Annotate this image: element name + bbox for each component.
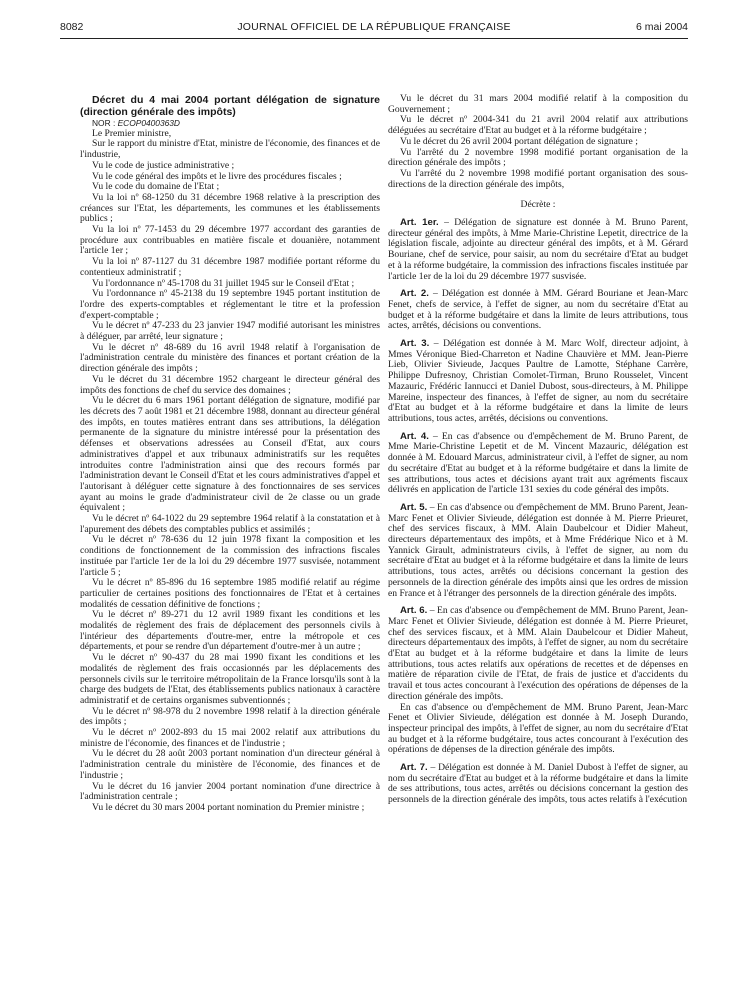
- visa-paragraph: Vu l'arrêté du 2 novembre 1998 modifié portant organisation de la direction générale des impôts ;: [388, 146, 688, 169]
- article-2: [388, 289, 688, 332]
- visa-paragraph: Vu le code du domaine de l'Etat ;: [92, 181, 220, 193]
- article-text: – En cas d'absence ou d'empêchement de MM. Bruno Parent, Jean-Marc Fenet et Olivier Sivieude, délégation est donnée à M. Pierre Prieuret, chef des services fiscaux, et à MM. Alain Daubelcour et Didier Maheut, directeurs départementaux des impôts, à l'effet de signer, au nom du secrétaire d'Etat au budget et à la réforme budgétaire et dans la limite de leurs attributions, tous actes relatifs aux opérations de recettes et de dépenses en matière de réparation civile de l'Etat, de frais de justice et d'accidents du travail et tous actes concourant à l'exécution des opérations de dépenses de la direction générale des impôts.: [388, 605, 688, 702]
- header-rule: [60, 38, 688, 39]
- visa-paragraph: Vu le décret du 16 janvier 2004 portant nomination d'une directrice à l'administration centrale ;: [80, 780, 380, 803]
- visa-paragraph: Vu le décret nº 48-689 du 16 avril 1948 relatif à l'organisation de l'administration centrale du ministère des finances et portant création de la direction générale des impôts ;: [80, 341, 380, 375]
- nor-code: ECOP0400363D: [117, 118, 180, 128]
- visa-paragraph: Vu le décret nº 78-636 du 12 juin 1978 fixant la composition et les conditions de fonctionnement de la commission des infractions fiscales instituée par l'article 1er de la loi du 29 décembre 1977 susvisée, notamment l'article 5 ;: [80, 534, 380, 578]
- visa-paragraph: Vu le décret nº 64-1022 du 29 septembre 1964 relatif à la constatation et à l'apurement des débets des comptables publics et assimilés ;: [80, 513, 380, 535]
- article-label: Art. 1er.: [400, 217, 439, 229]
- page-header: [60, 18, 688, 38]
- article-6-continuation: En cas d'absence ou d'empêchement de MM. Bruno Parent, Jean-Marc Fenet et Olivier Sivieude, délégation est donnée à M. Joseph Durando, inspecteur principal des impôts, à l'effet de signer, au nom du secrétaire d'Etat au budget et à la réforme budgétaire, tous actes concourant à l'exécution des opérations de dépenses de la direction générale des impôts.: [388, 701, 688, 756]
- visa-paragraph: Vu la loi nº 77-1453 du 29 décembre 1977 accordant des garanties de procédure aux contribuables en matière fiscale et douanière, notamment l'article 1er ;: [80, 224, 380, 257]
- article-text: – Délégation est donnée à M. Marc Wolf, directeur adjoint, à Mmes Véronique Bied-Charreton et Nadine Chauvière et MM. Jean-Pierre Lieb, Olivier Sivieude, Jacques Paultre de Lamotte, Stéphane Carrère, Philippe Dufresnoy, Christian Comolet-Tirman, Bruno Rousselet, Vincent Mazauric, Frédéric Iannucci et Daniel Dubost, sous-directeurs, à M. Philippe Mareine, inspecteur des finances, à l'effet de signer, au nom du secrétaire d'Etat au budget et à la réforme budgétaire et dans la limite de leurs attributions, tous actes, arrêtés, décisions ou conventions.: [388, 338, 688, 424]
- article-text: – En cas d'absence ou d'empêchement de M. Bruno Parent, de Mme Marie-Christine Lepetit et de M. Vincent Mazauric, délégation est donnée à M. Edouard Marcus, administrateur civil, à l'effet de signer, au nom du secrétaire d'Etat au budget et à la réforme budgétaire et dans la limite de ses attributions, tous actes et décisions ayant trait aux agréments fiscaux délivrés en application de l'article 131 sexies du code général des impôts.: [388, 430, 688, 496]
- visa-paragraph: Vu le décret du 26 avril 2004 portant délégation de signature ;: [400, 135, 638, 147]
- article-text: – Délégation est donnée à M. Daniel Dubost à l'effet de signer, au nom du secrétaire d'Etat au budget et à la réforme budgétaire et dans la limite de ses attributions, tous actes, arrêtés ou décisions concernant la gestion des personnels de la direction générale des impôts, tous actes relatifs à l'exécution: [388, 762, 688, 806]
- visa-paragraph: Vu la loi nº 87-1127 du 31 décembre 1987 modifiée portant réforme du contentieux administratif ;: [80, 256, 380, 278]
- decrete-heading: Décrète :: [520, 199, 556, 211]
- decree-title: Décret du 4 mai 2004 portant délégation de signature (direction générale des impôts): [80, 94, 380, 118]
- article-label: Art. 5.: [400, 501, 428, 513]
- right-column: [388, 94, 688, 806]
- visa-paragraph: Vu le décret nº 2002-893 du 15 mai 2002 relatif aux attributions du ministre de l'économie, des finances et de l'industrie ;: [80, 727, 380, 749]
- issue-date: 6 mai 2004: [636, 21, 688, 33]
- article-label: Art. 2.: [400, 288, 429, 300]
- articles: [388, 218, 688, 703]
- article-text: – Délégation de signature est donnée à M. Bruno Parent, directeur général des impôts, à Mme Marie-Christine Lepetit, directrice de la législation fiscale, adjointe au directeur général des impôts, et à M. Gérard Bouriane, chef de service, pour saisir, au nom du secrétaire d'Etat au budget et à la réforme budgétaire, la commission des infractions fiscales instituée par l'article 1er de la loi du 29 décembre 1977 susvisée.: [388, 217, 688, 282]
- article-text: – Délégation est donnée à MM. Gérard Bouriane et Jean-Marc Fenet, chefs de service, à l'effet de signer, au nom du secrétaire d'Etat au budget et à la réforme budgétaire et dans la limite de leurs attributions, tous actes, arrêtés, décisions ou conventions.: [388, 288, 688, 332]
- visa-paragraph: Vu le décret du 31 mars 2004 modifié relatif à la composition du Gouvernement ;: [388, 93, 688, 115]
- article-4: [388, 432, 688, 496]
- left-column: [80, 94, 380, 814]
- visa-paragraph: Vu le décret nº 89-271 du 12 avril 1989 fixant les conditions et les modalités de règlement des frais de déplacement des personnels civils à l'intérieur des départements d'outre-mer, entre la métropole et ces départements, et pour se rendre d'un département d'outre-mer à un autre ;: [80, 609, 380, 653]
- visa-paragraph: Vu le décret nº 47-233 du 23 janvier 1947 modifié autorisant les ministres à déléguer, par arrêté, leur signature ;: [80, 320, 380, 343]
- visa-paragraph: Vu le décret nº 90-437 du 28 mai 1990 fixant les conditions et les modalités de règlement des frais occasionnés par les déplacements des personnels civils sur le territoire métropolitain de la France lorsqu'ils sont à la charge des budgets de l'Etat, des établissements publics nationaux à caractère administratif et de certains organismes subventionnés ;: [80, 652, 380, 706]
- visa-paragraph: Vu le décret nº 2004-341 du 21 avril 2004 relatif aux attributions déléguées au secrétaire d'Etat au budget et à la réforme budgétaire ;: [388, 114, 688, 137]
- visa-paragraph: Vu le décret nº 85-896 du 16 septembre 1985 modifié relatif au régime particulier de certaines positions des fonctionnaires de l'Etat et à certaines modalités de cessation définitive de fonctions ;: [80, 577, 380, 610]
- article-3: [388, 339, 688, 425]
- visa-paragraph: Vu le code général des impôts et le livre des procédures fiscales ;: [92, 170, 342, 182]
- article-label: Art. 6.: [400, 605, 428, 617]
- visa-paragraph: Vu le décret du 30 mars 2004 portant nomination du Premier ministre ;: [92, 802, 365, 813]
- article-7: [388, 763, 688, 806]
- visa-paragraph: Vu le décret du 28 août 2003 portant nomination d'un directeur général à l'administration centrale du ministère de l'économie, des finances et de l'industrie ;: [80, 748, 380, 781]
- visa-paragraph: Le Premier ministre,: [92, 127, 172, 139]
- visa-paragraph: Vu le décret du 31 décembre 1952 chargeant le directeur général des impôts des fonctions de chef du service des domaines ;: [80, 373, 380, 396]
- visa-paragraph: Vu l'ordonnance nº 45-1708 du 31 juillet 1945 sur le Conseil d'Etat ;: [92, 277, 355, 289]
- article-label: Art. 7.: [400, 762, 428, 774]
- article-text: – En cas d'absence ou d'empêchement de MM. Bruno Parent, Jean-Marc Fenet et Olivier Sivieude, délégation est donnée à M. Pierre Prieuret, chef des services fiscaux, à MM. Alain Daubelcour et Didier Maheut, directeurs départementaux des impôts, et à Mme Frédérique Nico et à M. Yannick Girault, administrateurs civils, à l'effet de signer, au nom du secrétaire d'Etat au budget et à la réforme budgétaire et dans la limite de leurs attributions, tous actes, arrêtés ou décisions concernant la gestion des personnels de la direction générale des impôts ainsi que les ordres de mission en France et à l'étranger des personnels de la direction générale des impôts.: [388, 501, 688, 599]
- left-body: [80, 129, 380, 814]
- visa-paragraph: Sur le rapport du ministre d'Etat, ministre de l'économie, des finances et de l'industrie,: [80, 138, 380, 161]
- article-6: [388, 606, 688, 702]
- article-5: [388, 503, 688, 599]
- visa-paragraph: Vu le décret du 6 mars 1961 portant délégation de signature, modifié par les décrets des 7 août 1981 et 21 décembre 1988, donnant au directeur général des impôts, en toutes matières entrant dans ses attributions, la délégation permanente de la signature du ministre intéressé pour la présentation des défenses et observations adressées au Conseil d'Etat, aux cours administratives d'appel et aux tribunaux administratifs sur les requêtes introduites contre l'administration ainsi que des recours formés par l'administration devant le Conseil d'Etat et les cours administratives d'appel et l'autorisant à déléguer cette signature à des fonctionnaires de ses services ayant au moins le grade d'administrateur civil de 2e classe ou un grade équivalent ;: [80, 395, 380, 514]
- article-label: Art. 4.: [400, 430, 429, 442]
- visa-paragraph: Vu le décret nº 98-978 du 2 novembre 1998 relatif à la direction générale des impôts ;: [80, 705, 380, 728]
- visa-paragraph: Vu la loi nº 68-1250 du 31 décembre 1968 relative à la prescription des créances sur l'Etat, les départements, les communes et les établissements publics ;: [80, 191, 380, 225]
- visa-paragraph: Vu l'ordonnance nº 45-2138 du 19 septembre 1945 portant institution de l'ordre des experts-comptables et réglementant le titre et la profession d'expert-comptable ;: [80, 288, 380, 321]
- visa-paragraph: Vu l'arrêté du 2 novembre 1998 modifié portant organisation des sous-directions de la direction générale des impôts,: [388, 167, 688, 190]
- nor-label: NOR :: [92, 118, 116, 128]
- article-1: [388, 218, 688, 282]
- visa-paragraph: Vu le code de justice administrative ;: [92, 159, 235, 171]
- journal-title: JOURNAL OFFICIEL DE LA RÉPUBLIQUE FRANÇAISE: [237, 21, 511, 33]
- article-label: Art. 3.: [400, 338, 430, 350]
- page-number: 8082: [60, 21, 84, 33]
- right-body: [388, 94, 688, 190]
